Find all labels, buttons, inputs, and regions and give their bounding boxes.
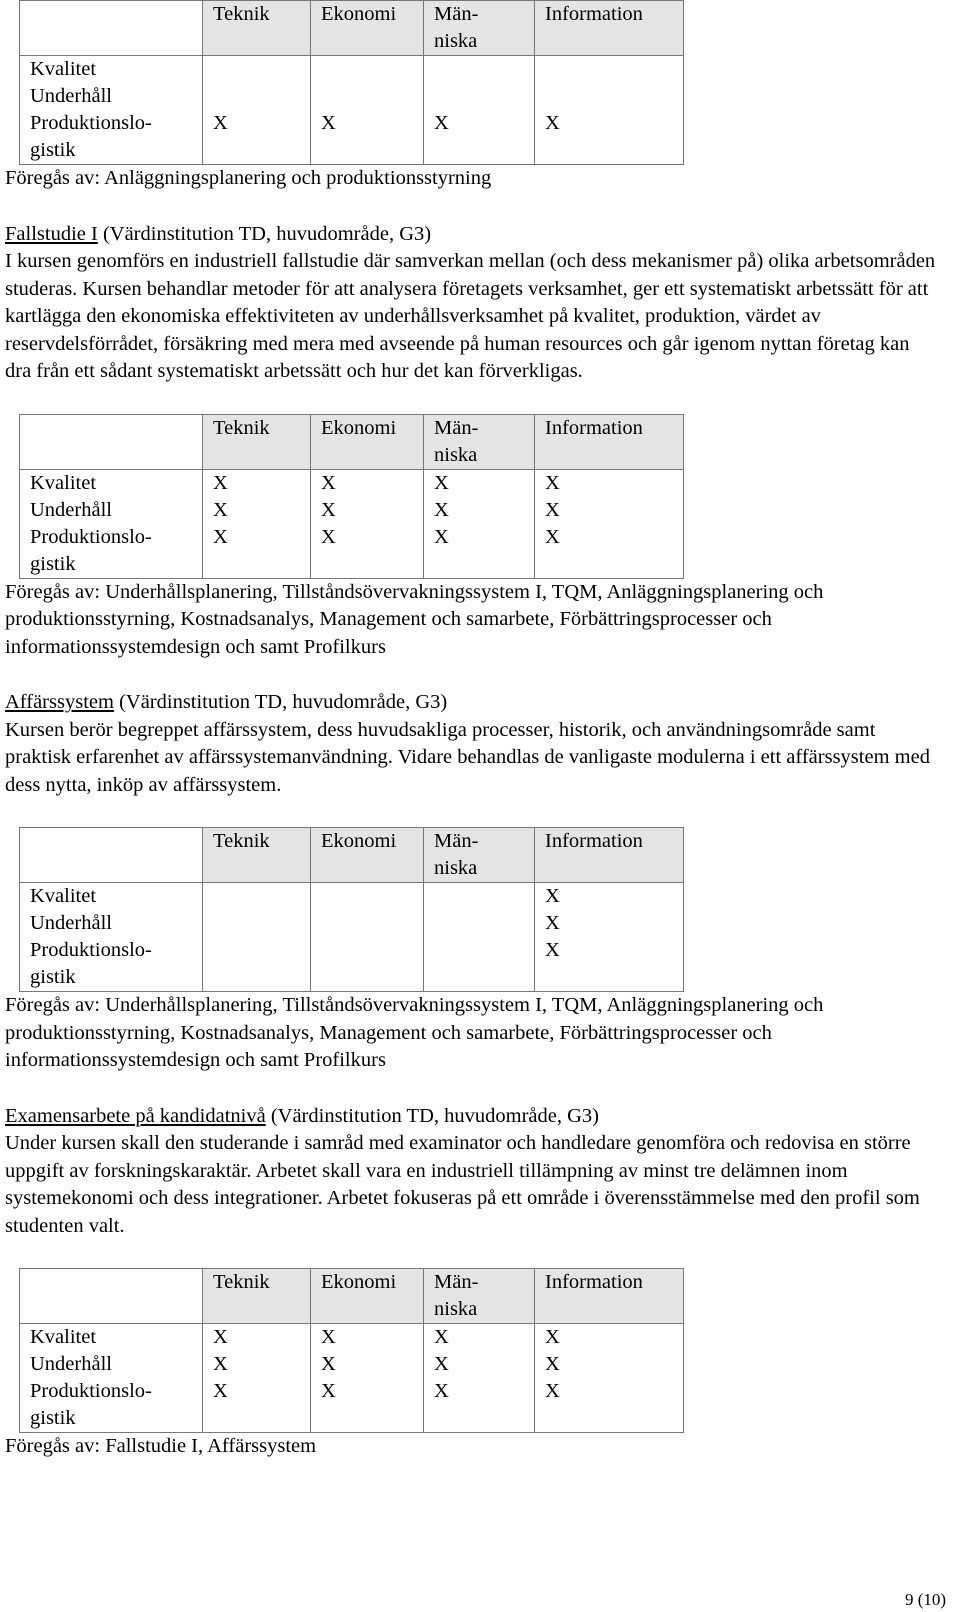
course-heading (5, 221, 940, 249)
column-header (424, 1, 535, 56)
table-cell: X (424, 1324, 535, 1352)
table-cell: X (203, 1378, 311, 1433)
column-header (424, 414, 535, 469)
column-header-text: Män- niska (434, 3, 479, 52)
table-cell: X (311, 524, 424, 579)
table-cell (203, 56, 311, 84)
table-cell: X (535, 1378, 684, 1433)
column-header: Ekonomi (311, 828, 424, 883)
course-description: Under kursen skall den studerande i samråd med examinator och handledare genomföra och redovisa en större uppgift av forskningskaraktär. Arbetet skall vara en industriell tillämpning av minst tre delämnen inom systemekonomi och dess integrationer. Arbetet fokuseras på ett område i överensstämmelse med den profil som studenten valt. (5, 1132, 920, 1237)
row-header: Underhåll (20, 83, 203, 110)
course-matrix (19, 1268, 684, 1433)
column-header: Teknik (203, 1, 311, 56)
table-cell: X (203, 469, 311, 497)
table-cell: X (424, 110, 535, 165)
course-heading (5, 689, 940, 717)
table-cell (311, 83, 424, 110)
table-cell: X (311, 1351, 424, 1378)
course-meta: (Värdinstitution TD, huvudområde, G3) (97, 222, 432, 245)
column-header: Information (535, 1, 684, 56)
table-cell (311, 883, 424, 911)
course-description: I kursen genomförs en industriell fallstudie där samverkan mellan (och dess mekanismer på) olika arbetsområden studeras. Kursen behandlar metoder för att analysera företagets verksamhet, ger ett systematiskt arbetssätt för att kartlägga den ekonomiska effektiviteten av underhållsverksamhet på kvalitet, produktion, värdet av reservdelsförrådet, försäkring med mera med avseende på human resources och går igenom nyttan företag kan dra från ett sådant systematiskt arbetssätt och hur det kan förverkligas. (5, 250, 936, 382)
prerequisites: Föregås av: Anläggningsplanering och produktionsstyrning (5, 167, 492, 189)
column-header (424, 1269, 535, 1324)
table-cell: X (424, 469, 535, 497)
table-cell: X (203, 1351, 311, 1378)
column-header-text: Män- niska (434, 1271, 479, 1320)
column-header: Information (535, 1269, 684, 1324)
table-cell: X (424, 1351, 535, 1378)
column-header: Teknik (203, 1269, 311, 1324)
table-cell: X (535, 910, 684, 937)
table-cell (311, 56, 424, 84)
column-header: Ekonomi (311, 414, 424, 469)
row-header-text: Produktionslo- gistik (30, 112, 152, 161)
table-cell (311, 910, 424, 937)
table-cell (535, 83, 684, 110)
column-header: Teknik (203, 828, 311, 883)
course-title: Examensarbete på kandidatnivå (5, 1104, 266, 1127)
table-cell: X (535, 937, 684, 992)
table-cell: X (311, 497, 424, 524)
row-header: Underhåll (20, 910, 203, 937)
prerequisites: Föregås av: Underhållsplanering, Tillståndsövervakningssystem I, TQM, Anläggningsplanering och produktionsstyrning, Kostnadsanalys, Management och samarbete, Förbättringsprocesser och informationssystemdesign och samt Profilkurs (5, 994, 824, 1071)
column-header: Information (535, 828, 684, 883)
course-matrix (19, 827, 684, 992)
row-header (20, 937, 203, 992)
row-header: Kvalitet (20, 883, 203, 911)
table-cell: X (535, 1324, 684, 1352)
row-header (20, 524, 203, 579)
table-cell (203, 937, 311, 992)
course-title: Fallstudie I (5, 222, 98, 245)
table-cell (424, 56, 535, 84)
course-matrix (19, 0, 684, 165)
table-cell (424, 910, 535, 937)
table-cell: X (535, 1351, 684, 1378)
table-cell: X (535, 110, 684, 165)
table-cell: X (203, 1324, 311, 1352)
row-header: Underhåll (20, 497, 203, 524)
course-heading (5, 1103, 940, 1131)
document-body (5, 0, 940, 1461)
table-cell: X (535, 497, 684, 524)
table-cell (535, 56, 684, 84)
row-header (20, 110, 203, 165)
row-header: Kvalitet (20, 56, 203, 84)
table-cell: X (424, 497, 535, 524)
table-cell: X (535, 524, 684, 579)
column-header-text: Män- niska (434, 416, 479, 466)
table-cell (203, 883, 311, 911)
column-header: Ekonomi (311, 1269, 424, 1324)
row-header: Kvalitet (20, 1324, 203, 1352)
course-description: Kursen berör begreppet affärssystem, dess huvudsakliga processer, historik, och användningsområde samt praktisk erfarenhet av affärssystemanvändning. Vidare behandlas de vanligaste modulerna i ett affärssystem med dess nytta, inköp av affärssystem. (5, 718, 930, 796)
table-cell: X (203, 110, 311, 165)
column-header-text: Män- niska (434, 830, 479, 879)
row-header-text: Produktionslo- gistik (30, 939, 152, 988)
course-meta: (Värdinstitution TD, huvudområde, G3) (265, 1104, 599, 1127)
table-cell: X (311, 110, 424, 165)
row-header: Underhåll (20, 1351, 203, 1378)
table-cell (424, 883, 535, 911)
column-header: Ekonomi (311, 1, 424, 56)
table-cell (311, 937, 424, 992)
table-cell (203, 910, 311, 937)
table-cell: X (424, 524, 535, 579)
table-cell (424, 83, 535, 110)
row-header-text: Produktionslo- gistik (30, 1380, 152, 1429)
table-cell: X (311, 1378, 424, 1433)
table-cell: X (203, 497, 311, 524)
row-header (20, 1378, 203, 1433)
course-title: Affärssystem (5, 691, 114, 713)
table-cell (203, 83, 311, 110)
table-cell (424, 937, 535, 992)
course-meta: (Värdinstitution TD, huvudområde, G3) (113, 691, 448, 713)
row-header-text: Produktionslo- gistik (30, 525, 152, 575)
column-header: Information (535, 414, 684, 469)
table-cell: X (535, 883, 684, 911)
table-cell: X (311, 469, 424, 497)
course-matrix (19, 414, 684, 579)
prerequisites: Föregås av: Fallstudie I, Affärssystem (5, 1435, 317, 1457)
column-header: Teknik (203, 414, 311, 469)
table-cell: X (424, 1378, 535, 1433)
table-cell: X (535, 469, 684, 497)
table-cell: X (203, 524, 311, 579)
prerequisites: Föregås av: Underhållsplanering, Tillståndsövervakningssystem I, TQM, Anläggningsplanering och produktionsstyrning, Kostnadsanalys, Management och samarbete, Förbättringsprocesser och informationssystemdesign och samt Profilkurs (5, 580, 824, 658)
page-number: 9 (10) (905, 1590, 947, 1609)
row-header: Kvalitet (20, 469, 203, 497)
table-cell: X (311, 1324, 424, 1352)
column-header (424, 828, 535, 883)
